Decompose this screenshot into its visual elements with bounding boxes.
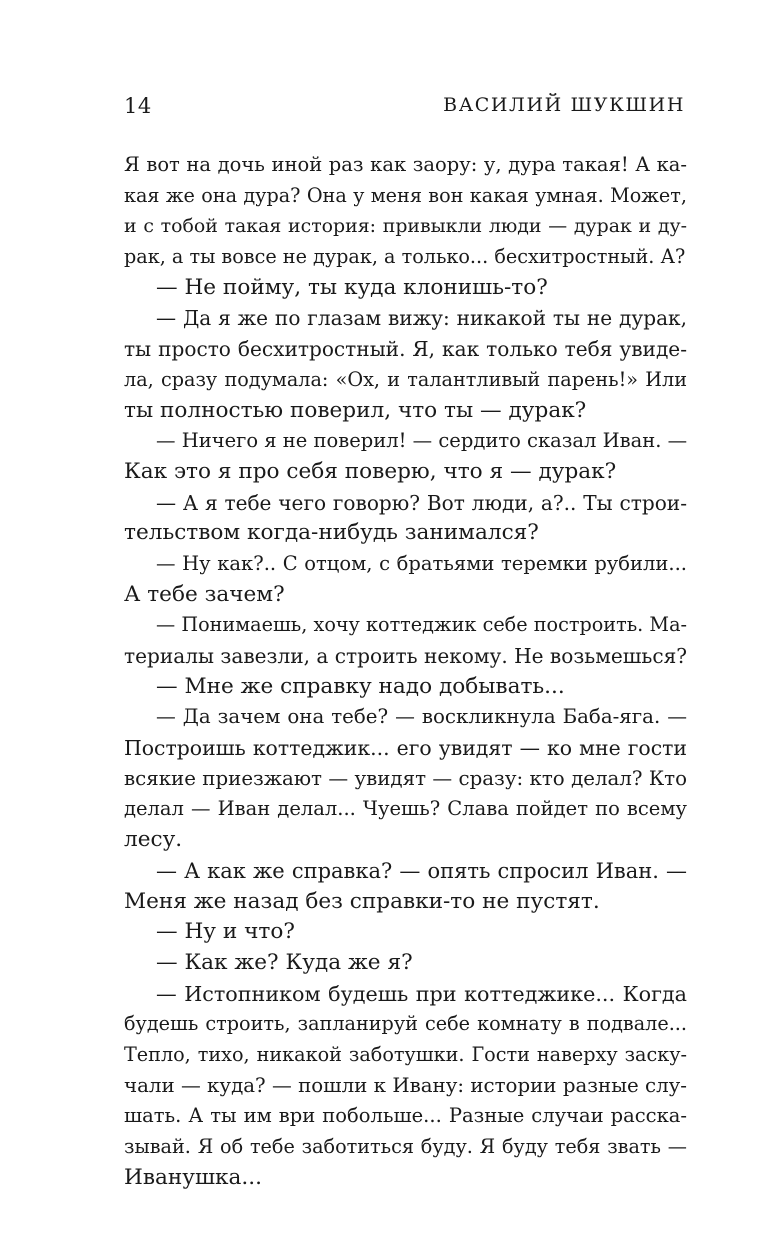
text-line: ла, сразу подумала: «Ох, и талантливый парень!» Или	[124, 367, 687, 391]
text-line: — А я тебе чего говорю? Вот люди, а?.. Ты строи-	[156, 490, 687, 515]
text-line: — Как же? Куда же я?	[156, 949, 413, 975]
text-line: делал — Иван делал... Чуешь? Слава пойдет по всему	[124, 797, 687, 821]
body-text	[124, 150, 687, 1193]
text-line: тельством когда-нибудь занимался?	[124, 520, 539, 546]
text-line: Я вот на дочь иной раз как заору: у, дура такая! А ка-	[124, 153, 687, 176]
text-line: Меня же назад без справки-то не пустят.	[124, 888, 600, 914]
text-line: — А как же справка? — опять спросил Иван. —	[156, 858, 687, 883]
text-line: чали — куда? — пошли к Ивану: истории разные слу-	[124, 1073, 687, 1097]
text-line: териалы завезли, а строить некому. Не возьмешься?	[124, 644, 688, 668]
text-line: ты полностью поверил, что ты — дурак?	[124, 397, 587, 423]
text-line: ты просто бесхитростный. Я, как только тебя увиде-	[124, 337, 687, 362]
text-line: зывай. Я об тебе заботиться буду. Я буду тебя звать —	[124, 1135, 687, 1158]
text-line: — Ну и что?	[156, 919, 295, 945]
text-line: — Ну как?.. С отцом, с братьями теремки рубили...	[156, 551, 687, 575]
text-line: — Да я же по глазам вижу: никакой ты не дурак,	[156, 306, 687, 331]
running-head-author: ВАСИЛИЙ ШУКШИН	[443, 94, 685, 116]
text-line: всякие приезжают — увидят — сразу: кто делал? Кто	[124, 766, 687, 790]
text-line: Как это я про себя поверю, что я — дурак?	[124, 458, 617, 484]
text-line: — Истопником будешь при коттеджике... Когда	[156, 981, 687, 1006]
text-line: Построишь коттеджик... его увидят — ко мне гости	[124, 736, 687, 761]
text-line: шать. А ты им ври побольше... Разные случаи расска-	[124, 1104, 687, 1128]
text-line: Тепло, тихо, никакой заботушки. Гости наверху заску-	[124, 1042, 687, 1066]
text-line: — Ничего я не поверил! — сердито сказал Иван. —	[156, 429, 688, 453]
text-line: кая же она дура? Она у меня вон какая умная. Может,	[124, 183, 687, 207]
text-line: — Мне же справку надо добывать...	[156, 673, 565, 699]
text-line: Иванушка...	[124, 1164, 262, 1190]
text-line: лесу.	[124, 827, 183, 853]
text-line: — Понимаешь, хочу коттеджик себе построить. Ма-	[156, 613, 687, 637]
text-line: и с тобой такая история: привыкли люди — дурак и ду-	[124, 215, 687, 238]
text-line: — Да зачем она тебе? — воскликнула Баба-яга. —	[156, 705, 687, 729]
page-number: 14	[124, 94, 152, 118]
text-line: А тебе зачем?	[124, 581, 285, 607]
text-line: рак, а ты вовсе не дурак, а только... бесхитростный. А?	[124, 245, 686, 269]
text-line: — Не пойму, ты куда клонишь-то?	[156, 274, 548, 300]
text-line: будешь строить, запланируй себе комнату в подвале...	[124, 1012, 687, 1036]
